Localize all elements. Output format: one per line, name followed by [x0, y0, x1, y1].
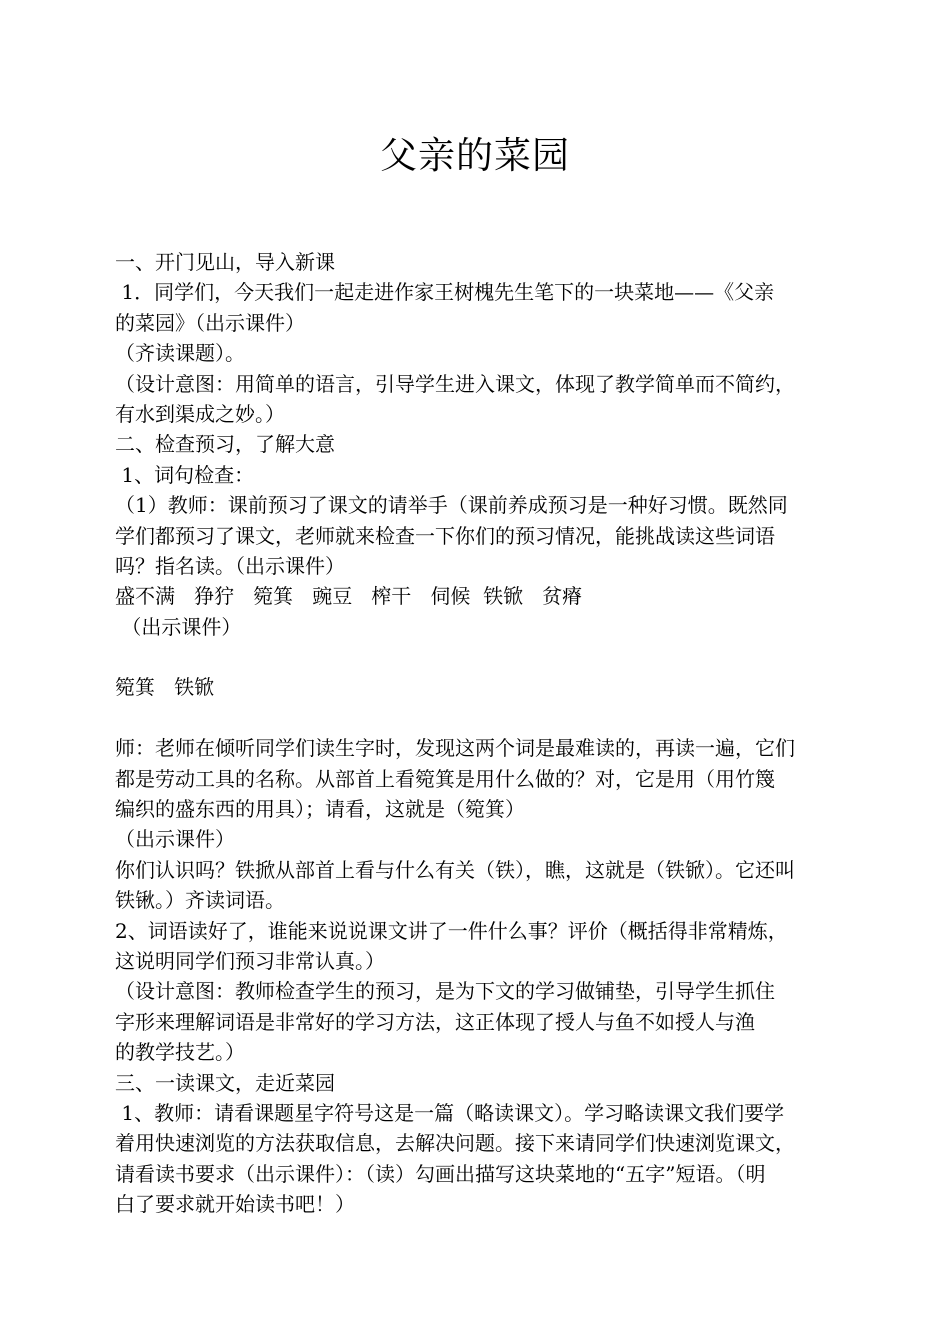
text-line: 盛不满 狰狞 箢箕 豌豆 榨干 伺候 铁锨 贫瘠 [115, 584, 583, 609]
text-line: （出示课件） [115, 614, 242, 639]
text-line: （出示课件） [115, 827, 235, 852]
text-line: 1．同学们，今天我们一起走进作家王树槐先生笔下的一块菜地——《父亲 [115, 280, 775, 305]
text-line: 你们认识吗？铁掀从部首上看与什么有关（铁），瞧，这就是（铁锨）。它还叫 [115, 857, 795, 882]
blank-line [115, 642, 847, 672]
blank-line [115, 703, 847, 733]
text-line: 都是劳动工具的名称。从部首上看箢箕是用什么做的？对，它是用（用竹篾 [115, 766, 775, 791]
text-line: （设计意图：用简单的语言，引导学生进入课文，体现了教学简单而不简约， [115, 371, 795, 396]
text-line: 1、教师：请看课题星字符号这是一篇（略读课文）。学习略读课文我们要学 [115, 1100, 785, 1125]
text-line: 吗？指名读。（出示课件） [115, 553, 345, 578]
text-line: （齐读课题）。 [115, 341, 245, 366]
text-line: 三、一读课文，走近菜园 [115, 1070, 335, 1095]
text-line: 有水到渠成之妙。） [115, 401, 285, 426]
text-line: 铁锹。）齐读词语。 [115, 888, 285, 913]
text-line: 请看读书要求（出示课件）：（读）勾画出描写这块菜地的“五字”短语。（明 [115, 1161, 766, 1186]
text-line: 学们都预习了课文，老师就来检查一下你们的预习情况，能挑战读这些词语 [115, 523, 775, 548]
text-line: 箢箕 铁锨 [115, 675, 215, 700]
text-line: 编织的盛东西的用具）；请看，这就是（箢箕） [115, 797, 525, 822]
text-line: 着用快速浏览的方法获取信息，去解决问题。接下来请同学们快速浏览课文， [115, 1131, 795, 1156]
text-line: 2、词语读好了，谁能来说说课文讲了一件什么事？评价（概括得非常精炼， [115, 918, 788, 943]
text-line: 师：老师在倾听同学们读生字时，发现这两个词是最难读的，再读一遍，它们 [115, 736, 795, 761]
text-line: （1）教师：课前预习了课文的请举手（课前养成预习是一种好习惯。既然同 [115, 493, 788, 518]
text-line: 白了要求就开始读书吧！） [115, 1192, 355, 1217]
text-line: 这说明同学们预习非常认真。） [115, 948, 385, 973]
text-line: 二、检查预习，了解大意 [115, 432, 335, 457]
document-title: 父亲的菜园 [380, 134, 570, 177]
text-line: 的菜园》（出示课件） [115, 310, 305, 335]
text-line: 的教学技艺。） [115, 1040, 245, 1065]
text-line: 一、开门见山，导入新课 [115, 250, 335, 274]
text-line: （设计意图：教师检查学生的预习，是为下文的学习做铺垫，引导学生抓住 [115, 979, 775, 1004]
text-line: 字形来理解词语是非常好的学习方法，这正体现了授人与鱼不如授人与渔 [115, 1009, 755, 1034]
text-line: 1、词句检查： [115, 462, 255, 487]
document-body [115, 247, 847, 1220]
